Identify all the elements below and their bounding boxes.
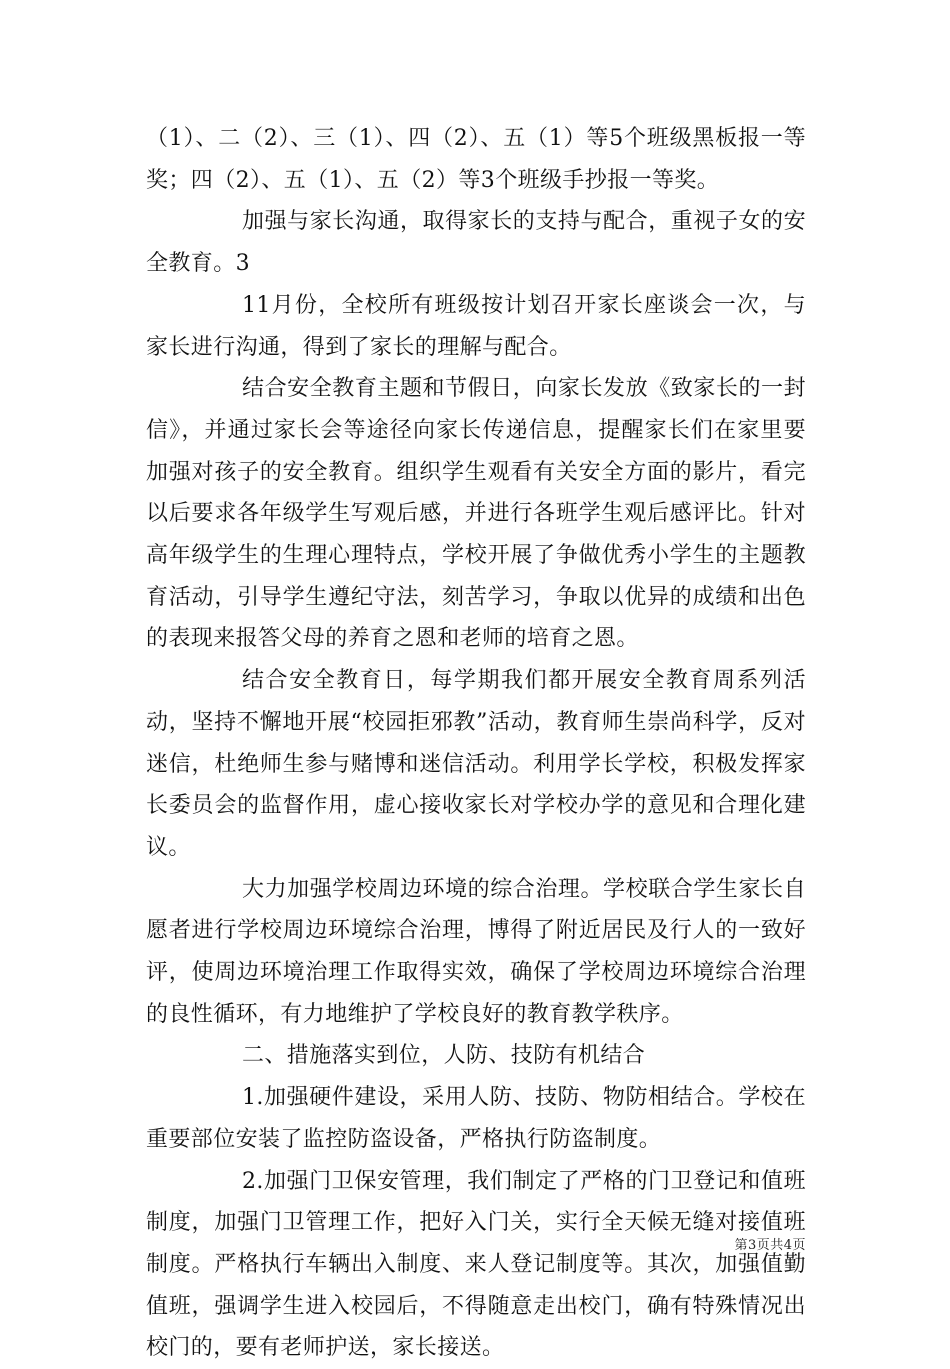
section-heading-measures: 二、措施落实到位，人防、技防有机结合 [242, 1043, 646, 1069]
paragraph-surroundings: 大力加强学校周边环境的综合治理。学校联合学生家长自愿者进行学校周边环境综合治理，博得了附近居民及行人的一致好评，使周边环境治理工作取得实效，确保了学校周边环境综合治理的良性循环，有力地维护了学校良好的教育教学秩序。 [146, 876, 806, 1027]
paragraph-continued-awards: （1）、二（2）、三（1）、四（2）、五（1）等5个班级黑板报一等奖；四（2）、五（1）、五（2）等3个班级手抄报一等奖。 [146, 126, 806, 193]
document-body [146, 118, 806, 1369]
paragraph-safety-week: 结合安全教育日，每学期我们都开展安全教育周系列活动，坚持不懈地开展“校园拒邪教”活动，教育师生崇尚科学，反对迷信，杜绝师生参与赌博和迷信活动。利用学长学校，积极发挥家长委员会的监督作用，虚心接收家长对学校办学的意见和合理化建议。 [146, 668, 806, 860]
paragraph-gate-security: 2.加强门卫保安管理，我们制定了严格的门卫登记和值班制度，加强门卫管理工作，把好入门关，实行全天候无缝对接值班制度。严格执行车辆出入制度、来人登记制度等。其次，加强值勤值班，强调学生进入校园后，不得随意走出校门，确有特殊情况出校门的，要有老师护送，家长接送。 [146, 1168, 806, 1361]
page-number-footer: 第3页共4页 [734, 1238, 806, 1253]
paragraph-parent-communication: 加强与家长沟通，取得家长的支持与配合，重视子女的安全教育。3 [146, 209, 806, 277]
paragraph-parent-meeting: 11月份，全校所有班级按计划召开家长座谈会一次，与家长进行沟通，得到了家长的理解与配合。 [146, 292, 806, 360]
paragraph-safety-letter: 结合安全教育主题和节假日，向家长发放《致家长的一封信》，并通过家长会等途径向家长传递信息，提醒家长们在家里要加强对孩子的安全教育。组织学生观看有关安全方面的影片，看完以后要求各年级学生写观后感，并进行各班学生观后感评比。针对高年级学生的生理心理特点，学校开展了争做优秀小学生的主题教育活动，引导学生遵纪守法，刻苦学习，争取以优异的成绩和出色的表现来报答父母的养育之恩和老师的培育之恩。 [146, 376, 806, 652]
paragraph-hardware: 1.加强硬件建设，采用人防、技防、物防相结合。学校在重要部位安装了监控防盗设备，严格执行防盗制度。 [146, 1085, 806, 1152]
